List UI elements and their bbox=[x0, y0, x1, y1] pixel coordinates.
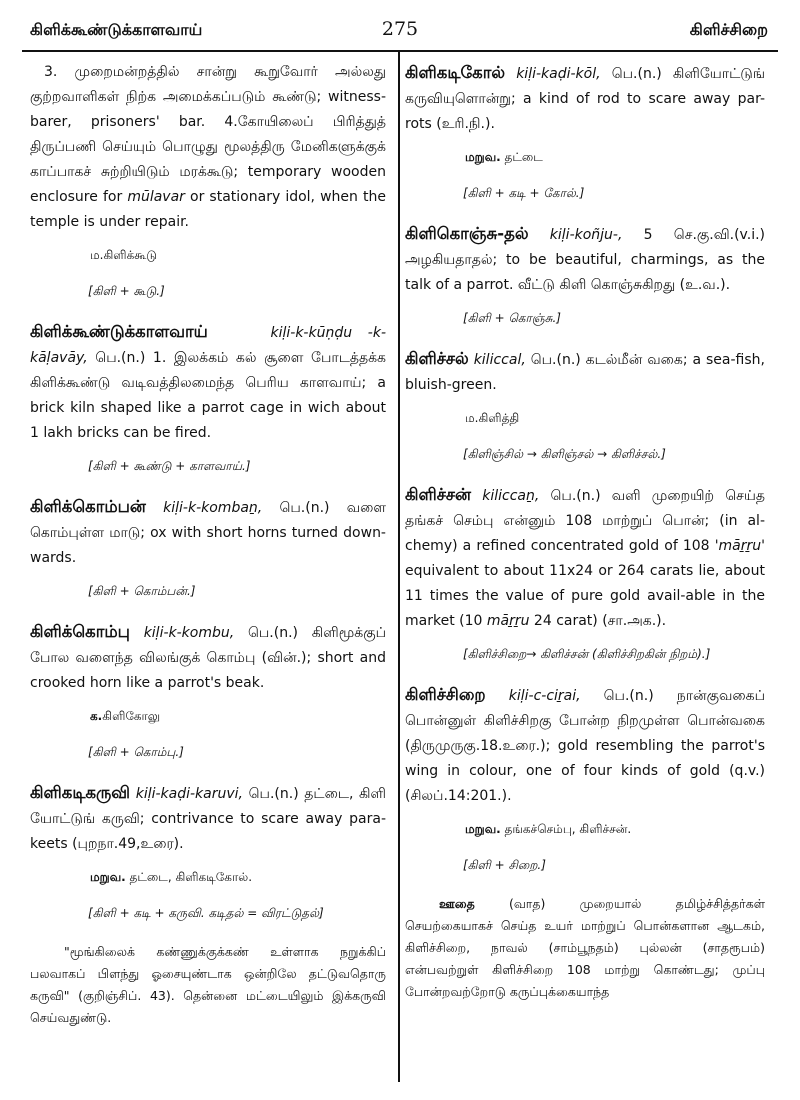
quotation-note: "மூங்கிலைக் கண்ணுக்குக்கண் உள்ளாக நறுக்கிப் பலவாகப் பிளந்து ஓசையுண்டாக ஒன்றிலே தட்டுவதொரு கருவி" (குறிஞ்சிப். 43). தென்னை மட்டையிலும் இக்கருவி செய்வதுண்டு. bbox=[30, 944, 386, 1025]
transliteration: kiḷi-c-ciṟai, bbox=[508, 688, 581, 704]
etymology-line: [கிளி + கூடு.] bbox=[88, 284, 165, 298]
header-left-guideword: கிளிக்கூண்டுக்காளவாய் bbox=[30, 20, 203, 39]
transliteration: kiliccaṉ, bbox=[482, 488, 540, 504]
definition: பெ.(n.) கடல்மீன் வகை; a sea-fish, bluish-green. bbox=[405, 352, 765, 393]
headword: கிளிக்கொம்பன் bbox=[30, 497, 146, 516]
entry-kilikonjutal bbox=[405, 221, 765, 298]
transliteration: kiḷi-koñju-, bbox=[549, 227, 623, 243]
entry-kilikkuntukkalavay bbox=[30, 319, 386, 446]
header-rule bbox=[22, 50, 778, 52]
etymology-line: [கிளி + கடி + கோல்.] bbox=[463, 186, 585, 200]
entry-kiliccan: கிளிச்சன் kiliccaṉ, பெ.(n.) வளி முறையிற் செய்த தங்கச் செம்பு என்னும் 108 மாற்றுப் பொன்; (in al-chemy) a refined concentrated gold of 108 'māṟṟu' equivalent to about 11x24 or 264 carats lie, about 11 times the value of pure gold avail-able in the market (10 māṟṟu 24 carat) (சா.அக.). bbox=[405, 485, 765, 629]
header-right-guideword: கிளிச்சிறை bbox=[689, 20, 768, 39]
entry-kilikatikol bbox=[405, 60, 765, 137]
column-divider bbox=[398, 52, 400, 1082]
definition: பெ.(n.) வளை கொம்புள்ள மாடு; ox with short horns turned down-wards. bbox=[30, 500, 386, 566]
headword: கிளிச்சன் bbox=[405, 485, 472, 504]
etymology-line: [கிளி + கொம்பு.] bbox=[88, 745, 184, 759]
cognate-line: ம.கிளிக்கூடு bbox=[90, 248, 157, 262]
left-column bbox=[30, 60, 386, 1029]
definition: பெ.(n.) கிளிமூக்குப் போல வளைந்த விலங்குக் கொம்பு (வின்.); short and crooked horn like a parrot's beak. bbox=[30, 625, 386, 691]
entry-kilikkompu bbox=[30, 619, 386, 696]
entry-kiliccirai bbox=[405, 682, 765, 809]
etymology-line: [கிளி + சிறை.] bbox=[463, 858, 546, 872]
transliteration: kiḷi-k-kombaṉ, bbox=[163, 500, 263, 516]
explanatory-note: ஊதை (வாத) முறையால் தமிழ்ச்சித்தர்கள் செயற்கையாகச் செய்த உயர் மாற்றுப் பொன்களான ஆடகம், கிளிச்சிறை, நாவல் (சாம்பூநதம்) புல்லன் (சாதரூபம்) என்பவற்றுள் கிளிச்சிறை 108 மாற்று கொண்டது; முப்பு போன்றவற்றோடு கருப்புக்கையாந்த bbox=[405, 896, 765, 999]
synonym-line: மறுவ. தங்கச்செம்பு, கிளிச்சன். bbox=[465, 822, 632, 836]
headword: கிளிக்கூண்டுக்காளவாய் bbox=[30, 322, 208, 341]
headword: கிளிக்கொம்பு bbox=[30, 622, 130, 641]
page-header bbox=[22, 16, 778, 50]
cognate-line: ம.கிளித்தி bbox=[465, 411, 520, 425]
etymology-line: [கிளி + கொம்பன்.] bbox=[88, 584, 196, 598]
entry-kiliccal bbox=[405, 346, 765, 398]
headword: கிளிச்சல் bbox=[405, 349, 469, 368]
entry-kilikkompan bbox=[30, 494, 386, 571]
page-number: 275 bbox=[381, 18, 419, 40]
cognate-line: க.கிளிகோலு bbox=[90, 709, 161, 723]
synonym-line: மறுவ. தட்டை, கிளிகடிகோல். bbox=[90, 870, 253, 884]
etymology-line: [கிளி + கொஞ்சு.] bbox=[463, 311, 561, 325]
definition: 5 செ.கு.வி.(v.i.) அழகியதாதல்; to be beautiful, charmings, as the talk of a parrot. வீட்டு கிளி கொஞ்சுகிறது (உ.வ.). bbox=[405, 227, 765, 293]
headword: கிளிச்சிறை bbox=[405, 685, 486, 704]
definition: பெ.(n.) கிளியோட்டுங் கருவியுளொன்று; a kind of rod to scare away par-rots (உரி.நி.). bbox=[405, 66, 765, 132]
etymology-line: [கிளி + கடி + கருவி. கடிதல் = விரட்டுதல்] bbox=[88, 906, 324, 920]
definition: பெ.(n.) 1. இலக்கம் கல் சூளை போடத்தக்க கிளிக்கூண்டு வடிவத்திலமைந்த பெரிய காளவாய்; a brick kiln shaped like a parrot cage in wich about 1 lakh bricks can be fired. bbox=[30, 350, 386, 441]
continued-definition: 3. முறைமன்றத்தில் சான்று கூறுவோர் அல்லது குற்றவாளிகள் நிற்க அமைக்கப்படும் கூண்டு; witness-barer, prisoners' bar. 4.கோயிலைப் பிரித்துத் திருப்பணி செய்யும் பொழுது மூலத்திரு மேனிகளுக்குக் காப்பாகச் சுற்றியிடும் மரக்கூடு; temporary wooden enclosure for mūlavar or stationary idol, when the temple is under repair. bbox=[30, 64, 386, 230]
transliteration: kiḷi-k-kombu, bbox=[143, 625, 235, 641]
definition: பெ.(n.) தட்டை, கிளி யோட்டுங் கருவி; contrivance to scare away para-keets (புறநா.49,உரை). bbox=[30, 786, 386, 852]
etymology-line: [கிளிஞ்சில் → கிளிஞ்சல் → கிளிச்சல்.] bbox=[463, 447, 666, 461]
transliteration: kiliccal, bbox=[473, 352, 526, 368]
transliteration: kiḷi-kaḍi-karuvi, bbox=[135, 786, 244, 802]
synonym-line: மறுவ. தட்டை bbox=[465, 150, 543, 164]
etymology-line: [கிளி + கூண்டு + காளவாய்.] bbox=[88, 459, 251, 473]
transliteration: kiḷi-kaḍi-kōl, bbox=[516, 66, 601, 82]
entry-kilikatikaruvi bbox=[30, 780, 386, 857]
definition: பெ.(n.) நான்குவகைப் பொன்னுள் கிளிச்சிறகு போன்ற நிறமுள்ள பொன்வகை (திருமுருகு.18.உரை.); gold resembling the parrot's wing in colour, one of four kinds of gold (q.v.) (சிலப்.14:201.). bbox=[405, 688, 765, 804]
etymology-line: [கிளிச்சிறை→ கிளிச்சன் (கிளிச்சிறகின் நிறம்).] bbox=[463, 647, 711, 661]
headword: கிளிகடிகோல் bbox=[405, 63, 506, 82]
right-column bbox=[405, 60, 765, 1003]
headword: கிளிகடிகருவி bbox=[30, 783, 131, 802]
headword: கிளிகொஞ்சு-தல் bbox=[405, 224, 529, 243]
transliteration: kiḷi-k-kūṇḍu -k-kāḷavāy, bbox=[30, 325, 386, 366]
